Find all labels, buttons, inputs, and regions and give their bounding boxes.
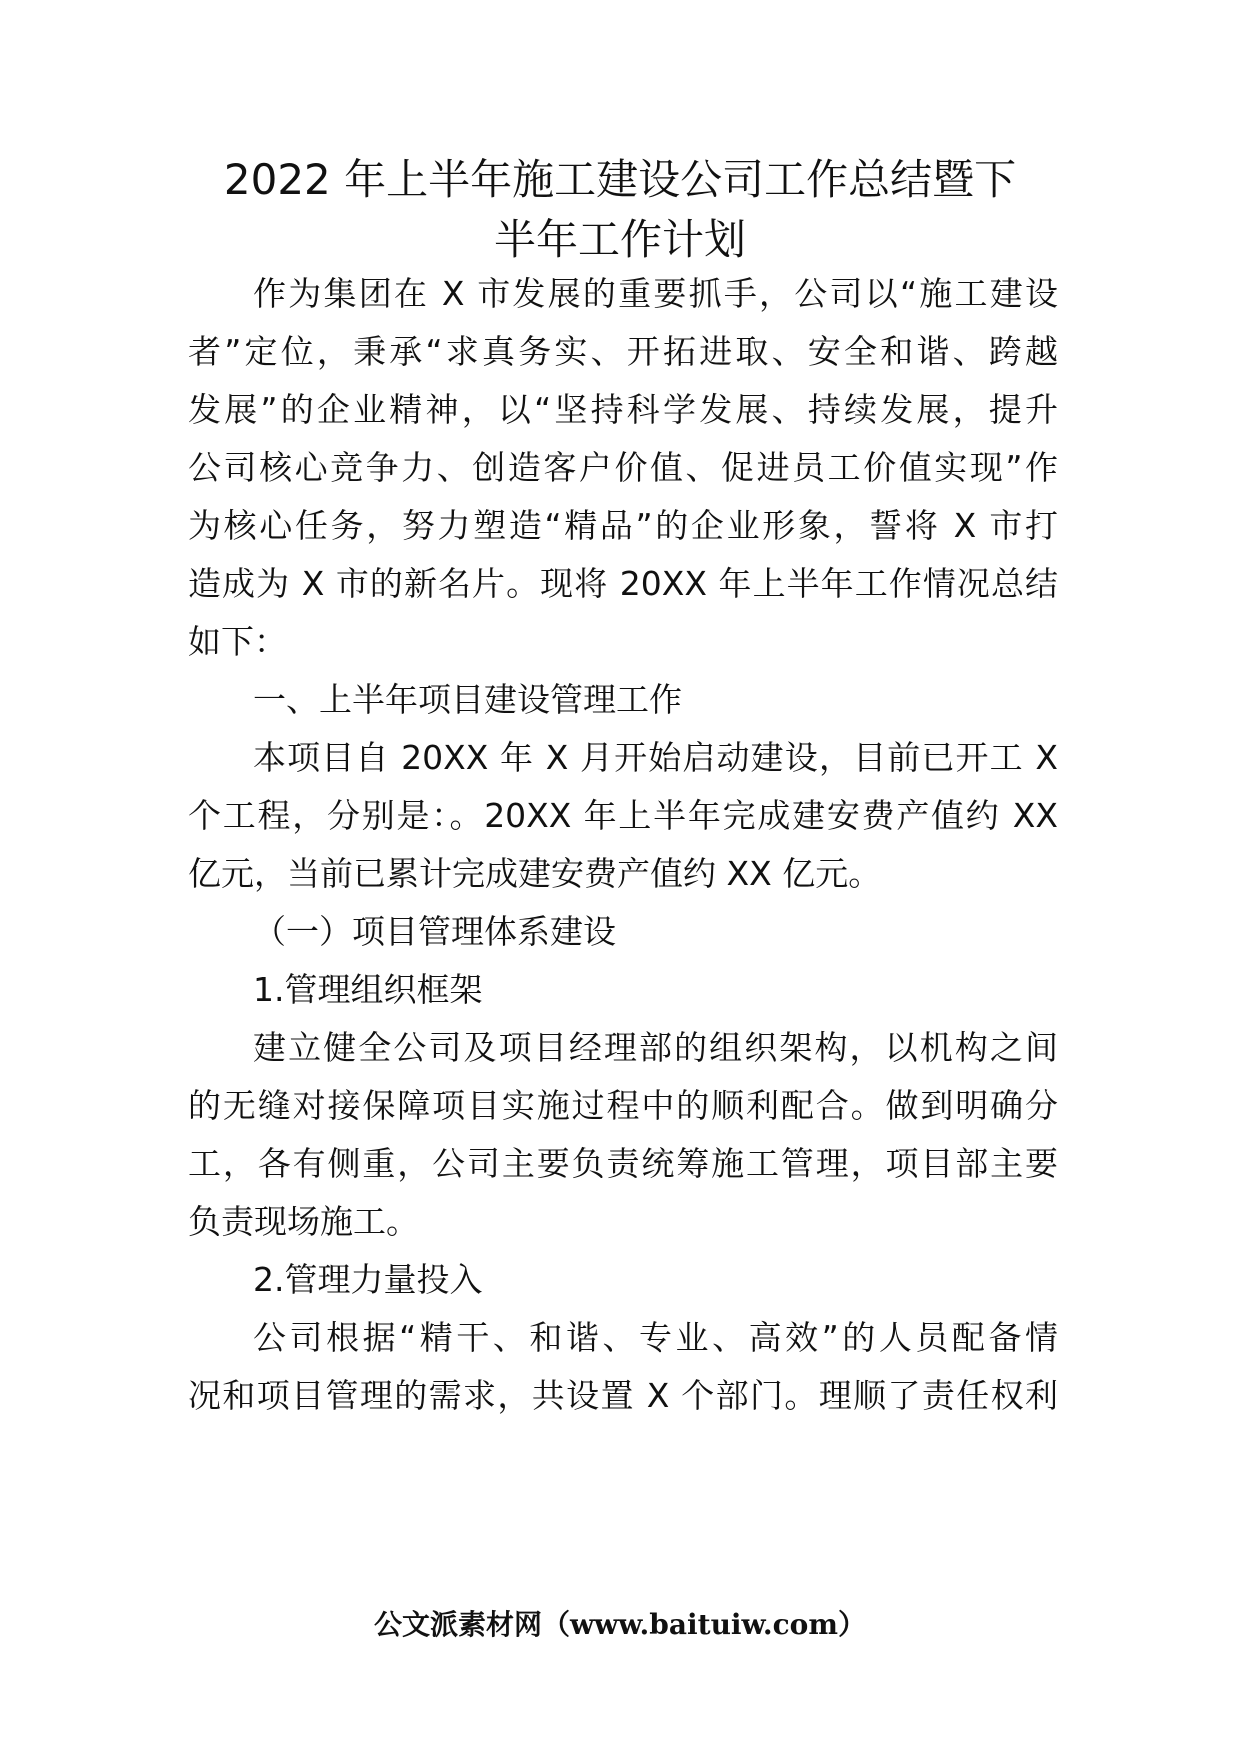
body-line: 如下：	[188, 622, 287, 661]
section-heading: 一、上半年项目建设管理工作	[253, 680, 682, 719]
body-line: 负责现场施工。	[188, 1202, 419, 1241]
body-line: 的无缝对接保障项目实施过程中的顺利配合。做到明确分	[188, 1086, 1058, 1125]
document-title-line-2: 半年工作计划	[493, 215, 746, 264]
body-line: 发展”的企业精神，以“坚持科学发展、持续发展，提升	[188, 390, 1058, 429]
item-heading: 1.管理组织框架	[253, 970, 483, 1009]
body-line: 者”定位，秉承“求真务实、开拓进取、安全和谐、跨越	[188, 332, 1058, 371]
body-line: 本项目自 20XX 年 X 月开始启动建设，目前已开工 X	[253, 738, 1058, 777]
item-heading: 2.管理力量投入	[253, 1260, 483, 1299]
subsection-heading: （一）项目管理体系建设	[253, 912, 616, 951]
body-line: 工，各有侧重，公司主要负责统筹施工管理，项目部主要	[188, 1144, 1058, 1183]
footer-watermark-text: 公文派素材网（www.baituiw.com）	[374, 1608, 866, 1641]
body-line: 个工程，分别是：。20XX 年上半年完成建安费产值约 XX	[188, 796, 1058, 835]
body-line: 为核心任务，努力塑造“精品”的企业形象，誓将 X 市打	[188, 506, 1058, 545]
body-line: 公司核心竞争力、创造客户价值、促进员工价值实现”作	[188, 448, 1058, 487]
body-line: 作为集团在 X 市发展的重要抓手，公司以“施工建设	[253, 274, 1058, 313]
body-line: 造成为 X 市的新名片。现将 20XX 年上半年工作情况总结	[188, 564, 1058, 603]
body-line: 公司根据“精干、和谐、专业、高效”的人员配备情	[253, 1318, 1058, 1357]
document-title-line-1: 2022 年上半年施工建设公司工作总结暨下	[223, 155, 1017, 204]
body-line: 亿元，当前已累计完成建安费产值约 XX 亿元。	[188, 854, 882, 893]
body-line: 况和项目管理的需求，共设置 X 个部门。理顺了责任权利	[188, 1376, 1058, 1415]
body-line: 建立健全公司及项目经理部的组织架构，以机构之间	[253, 1028, 1058, 1067]
